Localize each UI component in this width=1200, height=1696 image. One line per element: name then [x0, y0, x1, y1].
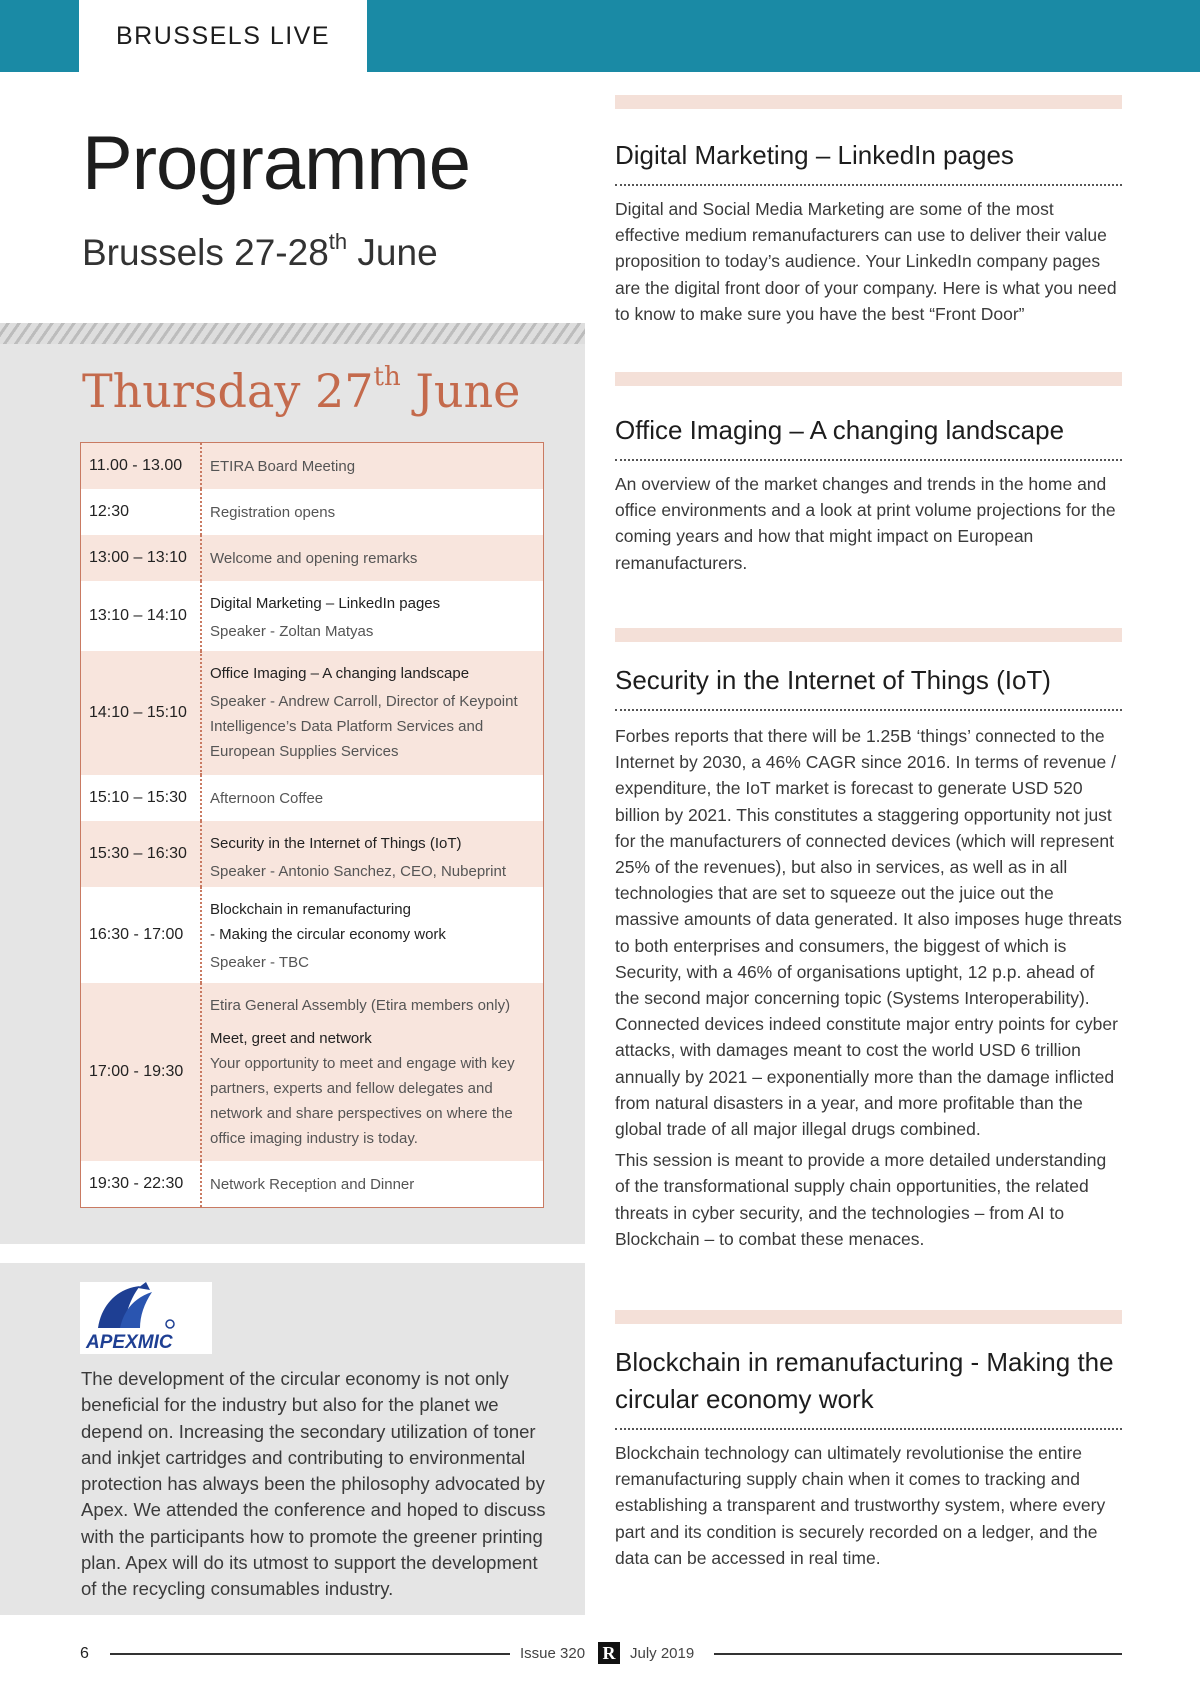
programme-text: Etira General Assembly (Etira members only): [210, 997, 511, 1014]
programme-row: [81, 1161, 543, 1207]
programme-time: 13:00 – 13:10: [81, 535, 202, 581]
programme-time: 17:00 - 19:30: [81, 983, 202, 1161]
programme-text: Speaker - TBC: [210, 954, 309, 971]
programme-text: Afternoon Coffee: [210, 789, 324, 807]
programme-row: [81, 983, 543, 1161]
article: [615, 95, 1122, 327]
article-title: Security in the Internet of Things (IoT): [615, 665, 1051, 695]
article-accent-bar: [615, 372, 1122, 386]
programme-text: Registration opens: [210, 503, 336, 521]
programme-text: Speaker - Zoltan Matyas: [210, 623, 374, 640]
programme-text: Welcome and opening remarks: [210, 549, 418, 567]
programme-text: ETIRA Board Meeting: [210, 457, 356, 475]
day-heading: Thursday 27th June: [82, 362, 521, 418]
programme-details: [202, 887, 543, 983]
article: [615, 628, 1122, 1252]
programme-details: [202, 443, 543, 489]
session-title: Meet, greet and network: [210, 1030, 372, 1047]
programme-row: [81, 443, 543, 489]
programme-time: 19:30 - 22:30: [81, 1161, 202, 1207]
programme-row: [81, 821, 543, 887]
svg-text:APEXMIC: APEXMIC: [86, 1332, 173, 1353]
article: [615, 372, 1122, 576]
article-title: Digital Marketing – LinkedIn pages: [615, 140, 1014, 170]
footer-rule-left: [110, 1653, 510, 1655]
article-accent-bar: [615, 1310, 1122, 1324]
programme-time: 15:10 – 15:30: [81, 775, 202, 821]
sponsor-statement: The development of the circular economy is not only beneficial for the industry but also for the planet we depend on. Increasing the secondary utilization of toner and inkjet cartridges and contributing to environmental protection has always been the philosophy advocated by Apex. We attended the conference and hoped to discuss with the participants how to promote the greener printing plan. Apex will do its utmost to support the development of the recycling consumables industry.: [81, 1368, 546, 1600]
programme-text: Network Reception and Dinner: [210, 1175, 415, 1193]
session-title: Security in the Internet of Things (IoT): [210, 835, 462, 852]
article-paragraph: This session is meant to provide a more detailed understanding of the transformational supply chain opportunities, the related threats in cyber security, and the technologies – from AI to Blockchain – to combat these menaces.: [615, 1150, 1107, 1249]
programme-time: 15:30 – 16:30: [81, 821, 202, 887]
programme-time: 13:10 – 14:10: [81, 581, 202, 651]
article-paragraph: An overview of the market changes and trends in the home and office environments and a look at print volume projections for the coming years and how that might impact on European remanufacturers.: [615, 474, 1116, 573]
programme-table: [80, 442, 544, 1208]
section-label: BRUSSELS LIVE: [79, 0, 367, 72]
programme-details: [202, 1161, 543, 1207]
issue-number: Issue 320: [520, 1645, 586, 1662]
article: [615, 1310, 1122, 1571]
article-title: Office Imaging – A changing landscape: [615, 415, 1065, 445]
page-subtitle: Brussels 27-28th June: [82, 229, 438, 273]
programme-details: [202, 775, 543, 821]
programme-details: [202, 581, 543, 651]
programme-details: [202, 983, 543, 1161]
programme-details: [202, 535, 543, 581]
programme-row: [81, 775, 543, 821]
programme-row: [81, 535, 543, 581]
programme-row: [81, 581, 543, 651]
programme-row: [81, 489, 543, 535]
programme-time: 12:30: [81, 489, 202, 535]
article-paragraph: Blockchain technology can ultimately revolutionise the entire remanufacturing supply chain when it comes to tracking and establishing a transparent and trustworthy system, where every part and its condition is securely recorded on a ledger, and the data can be accessed in real time.: [615, 1443, 1106, 1568]
footer-rule-right: [714, 1653, 1122, 1655]
magazine-logo: R: [598, 1642, 620, 1664]
session-title: Blockchain in remanufacturing - Making the circular economy work: [210, 901, 446, 943]
article-paragraph: Forbes reports that there will be 1.25B ‘things’ connected to the Internet by 2030, a 46% CAGR since 2016. In terms of revenue / expenditure, the IoT market is forecast to generate USD 520 billion by 2021. This constitutes a staggering opportunity not just for the manufacturers of connected devices (which will represent 25% of the revenues), but also in services, as well as in all technologies that are set to squeeze out the juice out the massive amounts of data generated. It also imposes huge threats to both enterprises and consumers, the biggest of which is Security, with a 46% of organisations uptight, 12 p.p. ahead of the second major concerning topic (Systems Interoperability). Connected devices indeed constitute major entry points for cyber attacks, with damages meant to cost the world USD 6 trillion annually by 2021 – exponentially more than the damage inflicted from natural disasters in a year, and more profitable than the global trade of all major illegal drugs combined.: [615, 726, 1122, 1140]
programme-text: Speaker - Antonio Sanchez, CEO, Nubeprint: [210, 863, 507, 880]
page-title: Programme: [82, 121, 470, 206]
programme-details: [202, 821, 543, 887]
programme-time: 14:10 – 15:10: [81, 651, 202, 775]
hatch-divider: [0, 323, 585, 344]
programme-time: 11.00 - 13.00: [81, 443, 202, 489]
programme-row: [81, 887, 543, 983]
issue-date: July 2019: [630, 1645, 695, 1662]
programme-details: [202, 489, 543, 535]
article-accent-bar: [615, 628, 1122, 642]
programme-details: [202, 651, 543, 775]
programme-row: [81, 651, 543, 775]
apexmic-logo: [80, 1282, 212, 1354]
session-title: Digital Marketing – LinkedIn pages: [210, 595, 441, 612]
article-title: Blockchain in remanufacturing - Making the circular economy work: [615, 1347, 1114, 1414]
article-accent-bar: [615, 95, 1122, 109]
page-number: 6: [80, 1645, 89, 1662]
programme-time: 16:30 - 17:00: [81, 887, 202, 983]
programme-text: Your opportunity to meet and engage with key partners, experts and fellow delegates and network and share perspectives on where the office imaging industry is today.: [210, 1055, 515, 1147]
programme-text: Speaker - Andrew Carroll, Director of Keypoint Intelligence’s Data Platform Services and European Supplies Services: [210, 693, 518, 760]
article-paragraph: Digital and Social Media Marketing are some of the most effective medium remanufacturers can use to deliver their value proposition to today’s audience. Your LinkedIn company pages are the digital front door of your company. Here is what you need to know to make sure you have the best “Front Door”: [615, 199, 1117, 324]
footer: [0, 1640, 1200, 1670]
session-title: Office Imaging – A changing landscape: [210, 665, 470, 682]
